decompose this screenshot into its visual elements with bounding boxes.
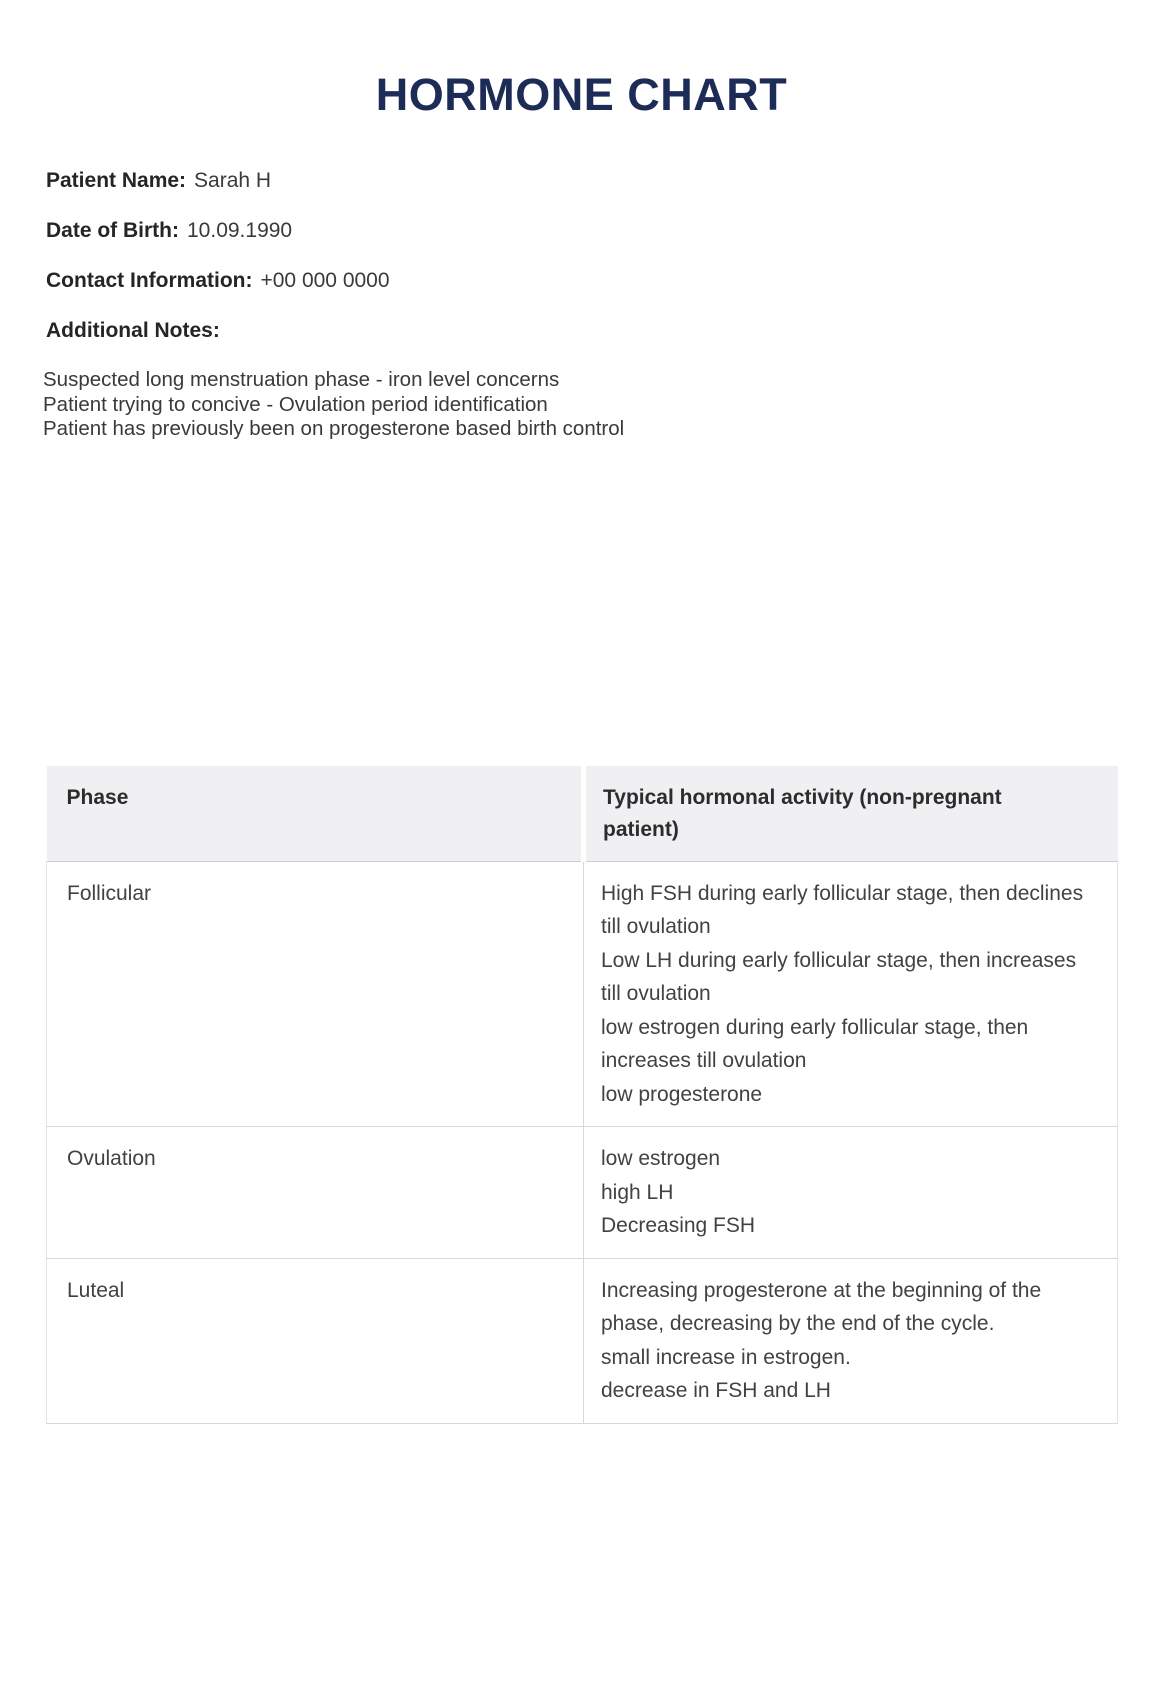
additional-notes-field [46,318,1117,343]
patient-name-field [46,168,1117,193]
activity-cell [584,1258,1118,1423]
note-line: Patient trying to concive - Ovulation period identification [43,392,548,416]
activity-line: low estrogen [601,1147,721,1170]
activity-column-header-text: Typical hormonal activity (non-pregnant patient) [603,785,1002,841]
phase-cell: Follicular [47,861,584,1127]
activity-line: decrease in FSH and LH [601,1379,831,1402]
activity-cell [584,1127,1118,1259]
date-of-birth-field [46,218,1117,243]
table-row-luteal [47,1258,1118,1423]
activity-line: Low LH during early follicular stage, then increases till ovulation [601,948,1077,1005]
note-line: Suspected long menstruation phase - iron level concerns [43,368,560,391]
contact-information-label: Contact Information: [46,269,253,292]
phase-column-header-text: Phase [66,785,129,809]
activity-line: high LH [601,1180,674,1204]
activity-column-header [584,766,1118,862]
phase-cell: Ovulation [47,1127,584,1259]
table-header-row [47,766,1118,862]
patient-name-label: Patient Name: [46,169,187,192]
activity-cell [584,861,1118,1127]
document-page [0,69,1176,1702]
contact-information-field [46,268,1117,293]
hormone-phase-table [46,766,1118,1424]
activity-line: small increase in estrogen. [601,1345,851,1369]
note-line: Patient has previously been on progesterone based birth control [43,417,625,440]
contact-information-value: +00 000 0000 [260,269,390,292]
additional-notes-label: Additional Notes: [46,319,220,342]
date-of-birth-value: 10.09.1990 [187,219,293,242]
phase-cell: Luteal [47,1258,584,1423]
patient-info-section [46,168,1117,343]
activity-line: low estrogen during early follicular stage, then increases till ovulation [601,1015,1029,1072]
activity-line: Increasing progesterone at the beginning of the phase, decreasing by the end of the cycle. [601,1278,1042,1335]
document-content [0,69,1176,1424]
additional-notes-text [43,368,1117,442]
activity-line: Decreasing FSH [601,1214,756,1237]
patient-name-value: Sarah H [194,169,272,192]
activity-line: High FSH during early follicular stage, then declines till ovulation [601,881,1084,938]
phase-column-header [47,766,584,862]
page-title: HORMONE CHART [375,69,788,120]
table-row-follicular [47,861,1118,1127]
date-of-birth-label: Date of Birth: [46,219,179,242]
table-row-ovulation [47,1127,1118,1259]
activity-line: low progesterone [601,1082,763,1106]
